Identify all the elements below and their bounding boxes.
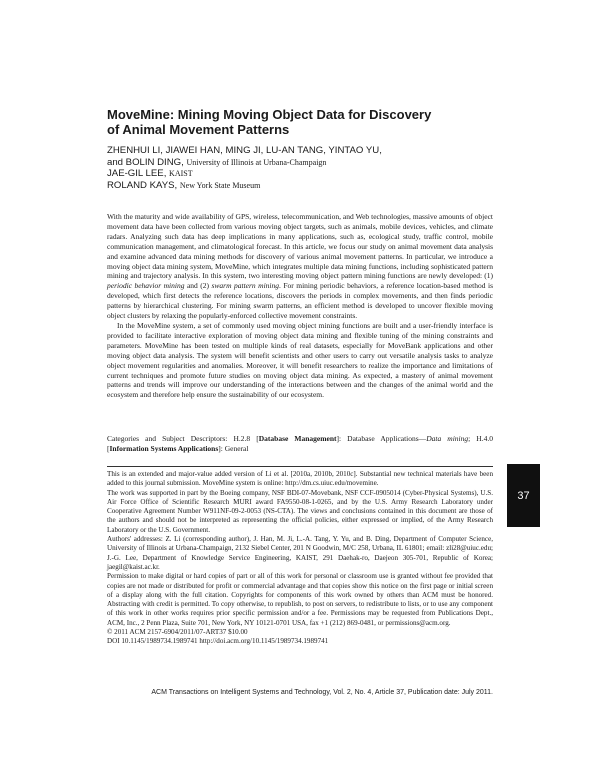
abstract [107, 212, 493, 400]
ccs-text: ]: Database Applications— [336, 434, 427, 443]
ccs-text: ]: General [218, 443, 249, 453]
abstract-emphasis: periodic behavior mining [107, 281, 185, 291]
footnote-version: This is an extended and major-value added version of Li et al. [2010a, 2010b, 2010c]. Substantial new technical materials have been added to this journal submission. MoveMine system is online: http://dm.cs.uiuc.edu/movemine. [107, 470, 493, 488]
ccs-text: Categories and Subject Descriptors: H.2.8 [ [107, 434, 259, 443]
author-line-3 [107, 168, 507, 180]
author-list [107, 145, 507, 191]
footnote-permission: Permission to make digital or hard copies of part or all of this work for personal or classroom use is granted without fee provided that copies are not made or distributed for profit or commercial advantage and that copies show this notice on the first page or initial screen of a display along with the full citation. Copyrights for components of this work owned by others than ACM must be honored. Abstracting with credit is permitted. To copy otherwise, to republish, to post on servers, to redistribute to lists, or to use any component of this work in other works requires prior specific permission and/or a fee. Permissions may be requested from Publications Dept., ACM, Inc., 2 Penn Plaza, Suite 701, New York, NY 10121-0701 USA, fax +1 (212) 869-0481, or permissions@acm.org. [107, 572, 493, 627]
author-names: ROLAND KAYS, [107, 179, 178, 191]
ccs-emphasis: Data mining [426, 434, 469, 443]
abstract-text: With the maturity and wide availability of GPS, wireless, telecommunication, and Web technologies, massive amounts of object movement data have been collected from various moving object targets, such as animals, mobile devices, vehicles, and climate radars. Analyzing such data has deep implications in many applications, such as, ecological study, traffic control, mobile communication management, and climatological forecast. In this article, we focus our study on animal movement data analysis and examine advanced data mining methods for discovery of various animal movement patterns. In particular, we introduce a moving object data mining system, MoveMine, which integrates multiple data mining functions, including sophisticated pattern mining and trajectory analysis. In this system, two interesting moving object pattern mining functions are newly developed: (1) [107, 212, 493, 281]
title-line-1: MoveMine: Mining Moving Object Data for Discovery [107, 107, 432, 122]
abstract-emphasis: swarm pattern mining [211, 281, 279, 291]
footnote-funding: The work was supported in part by the Boeing company, NSF BDI-07-Movebank, NSF CCF-0905014 (Cyber-Physical Systems), U.S. Air Force Office of Scientific Research MURI award FA9550-08-1-0265, and by the U.S. Army Research Laboratory under Cooperative Agreement Number W911NF-09-2-0053 (NS-CTA). The views and conclusions contained in this document are those of the authors and should not be interpreted as representing the official policies, either expressed or implied, of the Army Research Laboratory or the U.S. Government. [107, 488, 493, 534]
author-line-4 [107, 180, 507, 192]
footnote-divider [107, 466, 493, 467]
paper-title [107, 107, 487, 137]
ccs-text: ; H.4.0 [ [107, 434, 493, 453]
footnote-addresses: Authors' addresses: Z. Li (corresponding author), J. Han, M. Ji, L.-A. Tang, Y. Yu, and B. Ding, Department of Computer Science, University of Illinois at Urbana-Champaign, 2132 Siebel Center, 201 N Goodwin, M/C 258, Urbana, IL 61801; email: zli28@uiuc.edu; J.-G. Lee, Department of Knowledge Service Engineering, KAIST, 291 Daehak-ro, Daejeon 305-701, Republic of Korea; jaegil@kaist.ac.kr. [107, 535, 493, 571]
abstract-text: and (2) [184, 281, 212, 291]
author-names: and BOLIN DING, [107, 156, 184, 168]
article-number-tab: 37 [507, 464, 540, 527]
author-names: JAE-GIL LEE, [107, 168, 167, 179]
author-affiliation: New York State Museum [179, 180, 261, 190]
author-affiliation: KAIST [169, 169, 193, 178]
abstract-text: . For mining periodic behaviors, a reference location-based method is developed, which first detects the reference locations, discovers the periods in complex movements, and then finds periodic patterns by hierarchical clustering. For mining swarm patterns, an efficient method is developed to uncover flexible moving object clusters by relaxing the popularly-enforced collective movement constraints. [107, 281, 493, 321]
subject-descriptors [107, 434, 493, 454]
ccs-bold: Information Systems Applications [109, 443, 219, 453]
author-line-1: ZHENHUI LI, JIAWEI HAN, MING JI, LU-AN TANG, YINTAO YU, [107, 145, 382, 156]
journal-footer: ACM Transactions on Intelligent Systems and Technology, Vol. 2, No. 4, Article 37, Publication date: July 2011. [151, 689, 493, 696]
ccs-bold: Database Management [258, 434, 337, 443]
footnote-copyright: © 2011 ACM 2157-6904/2011/07-ART37 $10.00 [107, 628, 248, 637]
author-affiliation: University of Illinois at Urbana-Champaign [186, 157, 327, 167]
footnote-doi: DOI 10.1145/1989734.1989741 http://doi.acm.org/10.1145/1989734.1989741 [107, 637, 329, 646]
footnotes [107, 470, 493, 647]
title-line-2: of Animal Movement Patterns [107, 122, 290, 137]
abstract-paragraph-2: In the MoveMine system, a set of commonly used moving object mining functions are built and a user-friendly interface is provided to facilitate interactive exploration of moving object data mining and flexible tuning of the mining constraints and parameters. MoveMine has been tested on multiple kinds of real datasets, especially for MoveBank applications and other moving object data analysis. The system will benefit scientists and other users to carry out versatile analysis tasks to analyze object movement regularities and anomalies. Moreover, it will benefit researchers to realize the importance and limitations of current techniques and promote future studies on moving object data mining. As expected, a mastery of animal movement patterns and trends will improve our understanding of the interactions between and the changes of the animal world and the ecosystem and therefore help ensure the sustainability of our ecosystem. [107, 320, 493, 400]
abstract-paragraph-1 [107, 212, 493, 321]
author-line-2 [107, 157, 507, 169]
